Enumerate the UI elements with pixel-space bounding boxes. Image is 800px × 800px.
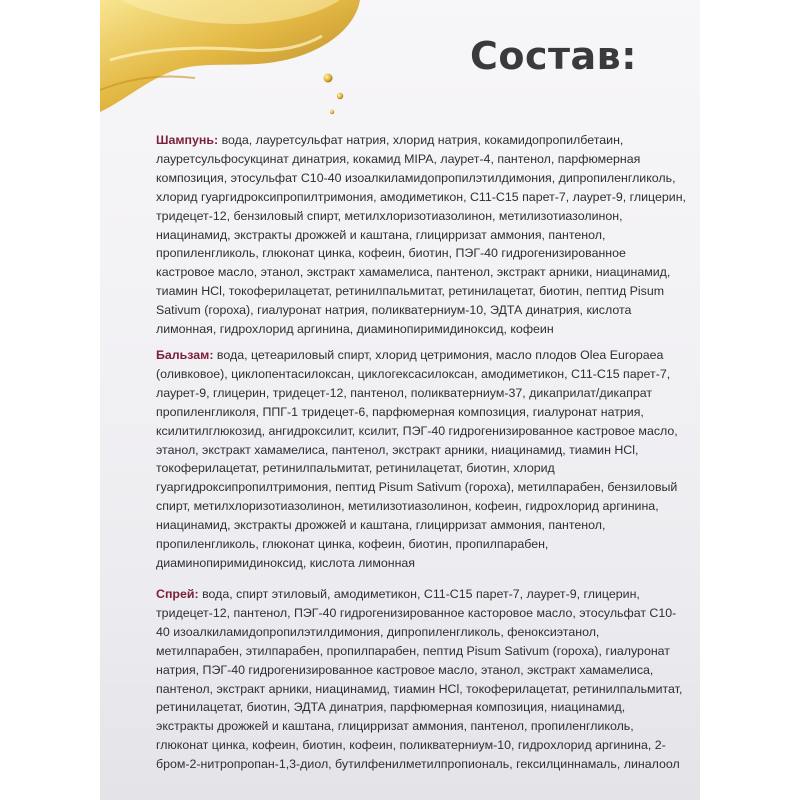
shampoo-ingredients (156, 131, 686, 339)
shampoo-label: Шампунь: (156, 133, 219, 147)
oil-splash-image (100, 0, 360, 140)
composition-page (100, 0, 700, 800)
shampoo-text: вода, лауретсульфат натрия, хлорид натрия, кокамидопропилбетаин, лауретсульфосукцинат динатрия, кокамид MIPA, лаурет-4, пантенол, парфюмерная композиция, этосульфат C10-40 изоалкиламидопропилэтилдимония, дипропиленгликоль, хлорид гуаргидроксипропилтримония, амодиметикон, C11-C15 парет-7, лаурет-9, глицерин, тридецет-12, бензиловый спирт, метилхлоризотиазолинон, метилизотиазолинон, ниацинамид, экстракты дрожжей и каштана, глицирризат аммония, пантенол, пропиленгликоль, глюконат цинка, кофеин, биотин, ПЭГ-40 гидрогенизированное кастровое масло, этанол, экстракт хамамелиса, пантенол, экстракт арники, ниацинамид, тиамин HCl, токоферилацетат, ретинилпальмитат, ретинилацетат, биотин, пептид Pisum Sativum (гороха), гиалуронат натрия, поликватерниум-10, ЭДТА динатрия, кислота лимонная, гидрохлорид аргинина, диаминопиримидиноксид, кофеин (156, 133, 686, 337)
balm-ingredients (156, 346, 686, 573)
spray-label: Спрей: (156, 587, 199, 601)
balm-text: вода, цетеариловый спирт, хлорид цетримония, масло плодов Olea Europaea (оливковое), циклопентасилоксан, циклогексасилоксан, амодиметикон, C11-C15 парет-7, лаурет-9, глицерин, тридецет-12, пантенол, поликватерниум-37, дикаприлат/дикапрат пропиленгликоля, ППГ-1 тридецет-6, парфюмерная композиция, гиалуронат натрия, ксилитилглюкозид, ангидроксилит, ксилит, ПЭГ-40 гидрогенизированное кастровое масло, этанол, экстракт хамамелиса, пантенол, экстракт арники, ниацинамид, тиамин HCl, токоферилацетат, ретинилпальмитат, ретинилацетат, биотин, хлорид гуаргидроксипропилтримония, пептид Pisum Sativum (гороха), метилпарабен, бензиловый спирт, метилхлоризотиазолинон, метилизотиазолинон, кофеин, гидрохлорид аргинина, ниацинамид, экстракты дрожжей и каштана, глицирризат аммония, пантенол, пропиленгликоль, глюконат цинка, кофеин, биотин, пропилпарабен, диаминопиримидиноксид, кислота лимонная (156, 348, 678, 570)
spray-text: вода, спирт этиловый, амодиметикон, C11-C15 парет-7, лаурет-9, глицерин, тридецет-12, пантенол, ПЭГ-40 гидрогенизированное касторовое масло, этосульфат C10-40 изоалкиламидопропилэтилдимония, дипропиленгликоль, феноксиэтанол, метилпарабен, этилпарабен, пропилпарабен, пептид Pisum Sativum (гороха), гиалуронат натрия, ПЭГ-40 гидрогенизированное кастровое масло, этанол, экстракт хамамелиса, пантенол, экстракт арники, ниацинамид, тиамин HCl, токоферилацетат, ретинилпальмитат, ретинилацетат, биотин, ЭДТА динатрия, парфюмерная композиция, ниацинамид, экстракты дрожжей и каштана, глицирризат аммония, пантенол, пропиленгликоль, глюконат цинка, кофеин, биотин, кофеин, поликватерниум-10, гидрохлорид аргинина, 2-бром-2-нитропропан-1,3-диол, бутилфенилметилпропиональ, гексилциннамаль, линалоол (156, 587, 683, 772)
spray-ingredients (156, 585, 686, 774)
page-title: Состав: (470, 34, 637, 78)
balm-label: Бальзам: (156, 348, 214, 362)
